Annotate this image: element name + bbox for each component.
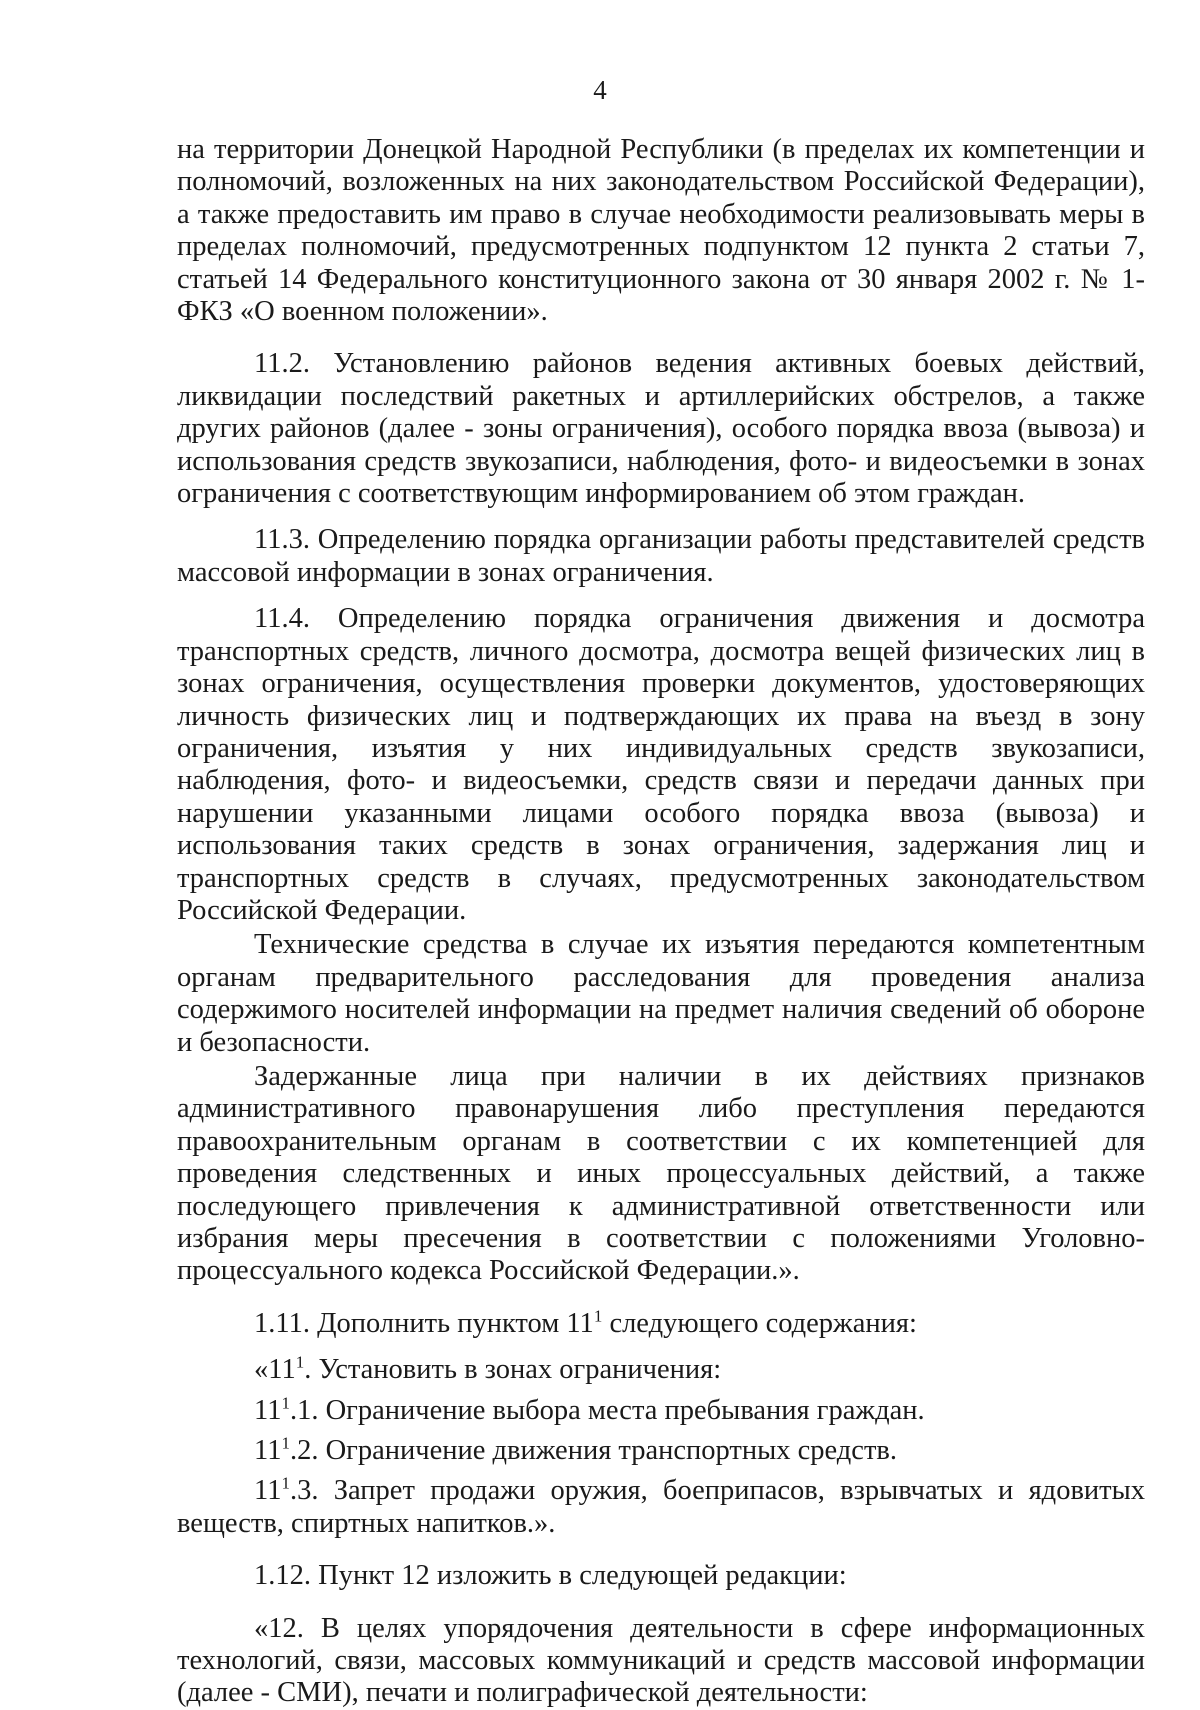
text-segment: .3. Запрет продажи оружия, боеприпасов, взрывчатых и ядовитых веществ, спиртных напитков.». <box>177 1475 1145 1539</box>
superscript: 1 <box>281 1433 290 1453</box>
paragraph-12: «12. В целях упорядочения деятельности в сфере информационных технологий, связи, массовых коммуникаций и средств массовой информации (далее - СМИ), печати и полиграфической деятельности: <box>177 1612 1145 1709</box>
paragraph-11-1-intro <box>177 1354 1145 1386</box>
text-segment: 11 <box>254 1435 282 1467</box>
text-segment: 11 <box>254 1475 282 1507</box>
paragraph-11-2: 11.2. Установлению районов ведения активных боевых действий, ликвидации последствий ракетных и артиллерийских обстрелов, а также других районов (далее - зоны ограничения), особого порядка ввоза (вывоза) и использования средств звукозаписи, наблюдения, фото- и видеосъемки в зонах ограничения с соответствующим информированием об этом граждан. <box>177 348 1145 510</box>
paragraph-1-12: 1.12. Пункт 12 изложить в следующей редакции: <box>254 1560 847 1592</box>
paragraph-11-3: 11.3. Определению порядка организации работы представителей средств массовой информации в зонах ограничения. <box>177 524 1145 588</box>
paragraph-detained-persons: Задержанные лица при наличии в их действиях признаков административного правонарушения либо преступления передаются правоохранительным органам в соответствии с их компетенцией для проведения следственных и иных процессуальных действий, а также последующего привлечения к административной ответственности или избрания меры пресечения в соответствии с положениями Уголовно-процессуального кодекса Российской Федерации.». <box>177 1060 1145 1287</box>
paragraph-11-1-2 <box>177 1435 1145 1467</box>
superscript: 1 <box>295 1352 305 1372</box>
paragraph-1-11 <box>177 1308 1145 1340</box>
text-segment: следующего содержания: <box>602 1307 917 1339</box>
text-segment: 1.11. Дополнить пунктом 11 <box>254 1307 594 1339</box>
paragraph-technical-means: Технические средства в случае их изъятия передаются компетентным органам предварительного расследования для проведения анализа содержимого носителей информации на предмет наличия сведений об обороне и безопасности. <box>177 929 1145 1058</box>
superscript: 1 <box>281 1473 290 1493</box>
text-segment: «11 <box>254 1354 296 1386</box>
superscript: 1 <box>281 1393 290 1413</box>
text-segment: 11 <box>254 1394 282 1426</box>
text-segment: . Установить в зонах ограничения: <box>304 1354 722 1386</box>
paragraph-11-1-1 <box>177 1395 1145 1427</box>
text-segment: .2. Ограничение движения транспортных средств. <box>289 1435 897 1467</box>
paragraph-11-4: 11.4. Определению порядка ограничения движения и досмотра транспортных средств, личного досмотра, досмотра вещей физических лиц в зонах ограничения, осуществления проверки документов, удостоверяющих личность физических лиц и подтверждающих их права на въезд в зону ограничения, изъятия у них индивидуальных средств звукозаписи, наблюдения, фото- и видеосъемки, средств связи и передачи данных при нарушении указанными лицами особого порядка ввоза (вывоза) и использования таких средств в зонах ограничения, задержания лиц и транспортных средств в случаях, предусмотренных законодательством Российской Федерации. <box>177 603 1145 926</box>
paragraph-continuation: на территории Донецкой Народной Республики (в пределах их компетенции и полномочий, возложенных на них законодательством Российской Федерации), а также предоставить им право в случае необходимости реализовывать меры в пределах полномочий, предусмотренных подпунктом 12 пункта 2 статьи 7, статьей 14 Федерального конституционного закона от 30 января 2002 г. № 1-ФКЗ «О военном положении». <box>177 134 1145 328</box>
paragraph-11-1-3 <box>177 1475 1145 1540</box>
page-number: 4 <box>593 75 607 105</box>
superscript: 1 <box>593 1306 603 1326</box>
document-body <box>177 134 1145 1710</box>
text-segment: .1. Ограничение выбора места пребывания граждан. <box>289 1394 925 1426</box>
